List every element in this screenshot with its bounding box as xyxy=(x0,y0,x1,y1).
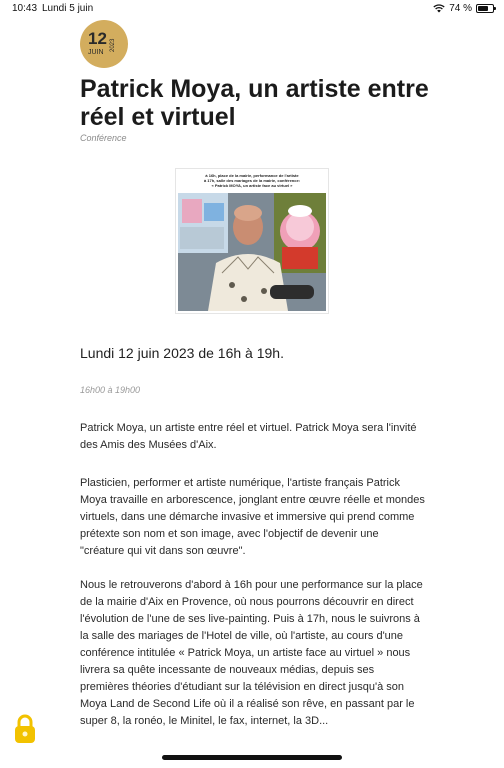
description-paragraph: Nous le retrouverons d'abord à 16h pour une performance sur la place de la mairie d'Aix en Provence, où nous pourrons découvrir en direct l'évolution de l'une de ses live-painting. Puis à 17h, nous le suivrons à la salle des mariages de l'Hotel de ville, où l'artiste, au cours d'une conférence intitulée « Patrick Moya, un artiste face au virtuel » nous livrera sa quête incessante de nouveaux médias, depuis ses premières théories d'étudiant sur la télévision en direct jusqu'à son Moya Land de Second Life où il a réalisé son rêve, en passant par le super 8, la ronéo, le Minitel, le fax, internet, la 3D... xyxy=(80,579,423,727)
event-category[interactable]: Conférence xyxy=(80,133,127,143)
badge-year: 2023 xyxy=(110,38,116,52)
status-right xyxy=(433,3,494,14)
battery-percent: 74 % xyxy=(449,3,472,14)
artist-photo xyxy=(178,193,326,311)
wifi-icon xyxy=(433,4,445,13)
event-title: Patrick Moya, un artiste entre réel et virtuel xyxy=(80,75,429,131)
status-date: Lundi 5 juin xyxy=(42,3,94,14)
poster-caption-line: à 16h, place de la mairie, performance de l'artiste xyxy=(205,173,299,178)
badge-day: 12 xyxy=(88,29,107,48)
description-paragraph: Plasticien, performer et artiste numérique, l'artiste français Patrick Moya travaille en arborescence, jonglant entre œuvre réelle et mondes virtuels, dans une démarche invasive et immersive qui prend comme prétexte son nom et son image, avec l'objectif de devenir une "créature qui vit dans son œuvre". xyxy=(80,477,425,557)
poster-caption xyxy=(176,173,328,188)
home-indicator[interactable] xyxy=(162,755,342,760)
description-paragraph: Patrick Moya, un artiste entre réel et virtuel. Patrick Moya sera l'invité des Amis des Musées d'Aix. xyxy=(80,422,417,451)
date-badge xyxy=(80,20,128,68)
event-poster xyxy=(175,168,329,314)
badge-month: JUIN xyxy=(88,49,104,56)
poster-caption-line: « Patrick MOYA, un artiste face au virtuel » xyxy=(211,183,293,188)
event-date-range: Lundi 12 juin 2023 de 16h à 19h. xyxy=(80,345,284,361)
battery-icon xyxy=(476,4,494,13)
lock-icon[interactable] xyxy=(14,714,36,744)
poster-caption-line: à 17h, salle des mariages de la mairie, conférence: xyxy=(203,178,301,183)
battery-fill xyxy=(478,6,488,11)
event-hours: 16h00 à 19h00 xyxy=(80,385,141,395)
status-time: 10:43 xyxy=(12,3,38,14)
status-bar xyxy=(0,0,504,20)
